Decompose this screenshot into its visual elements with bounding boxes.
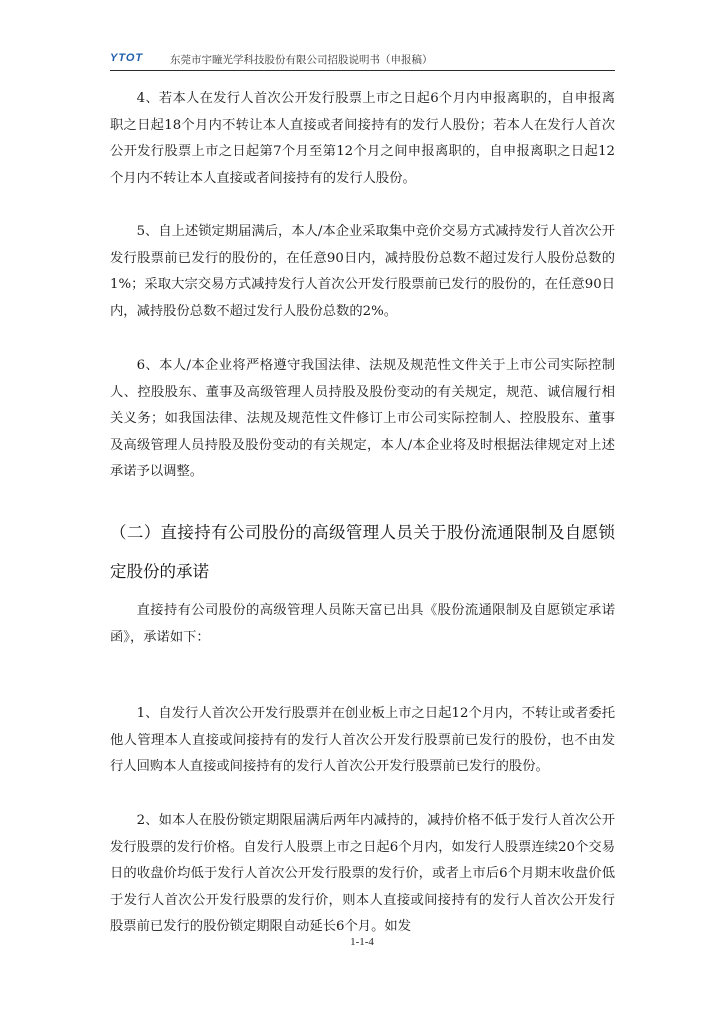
paragraph-commitment-1: 1、自发行人首次公开发行股票并在创业板上市之日起12个月内，不转让或者委托他人管理本人直接或间接持有的发行人首次公开发行股票前已发行的股份，也不由发行人回购本人直接或间接持有的发行人首次公开发行股票前已发行的股份。 [110, 706, 615, 775]
page-number: 1-1-4 [350, 936, 374, 948]
company-logo: YTOT [110, 52, 144, 64]
paragraph-item-5: 5、自上述锁定期届满后，本人/本企业采取集中竞价交易方式减持发行人首次公开发行股票前已发行的股份的，在任意90日内，减持股份总数不超过发行人股份总数的1%；采取大宗交易方式减持发行人首次公开发行股票前已发行的股份的，在任意90日内，减持股份总数不超过发行人股份总数的2%。 [110, 224, 615, 319]
page-header [110, 48, 615, 71]
document-body [110, 86, 615, 944]
section-heading: （二）直接持有公司股份的高级管理人员关于股份流通限制及自愿锁定股份的承诺 [110, 523, 615, 581]
paragraph-item-4: 4、若本人在发行人首次公开发行股票上市之日起6个月内申报离职的，自申报离职之日起18个月内不转让本人直接或者间接持有的发行人股份；若本人在发行人首次公开发行股票上市之日起第7个月至第12个月之间申报离职的，自申报离职之日起12个月内不转让本人直接或者间接持有的发行人股份。 [110, 91, 615, 186]
paragraph-commitment-2: 2、如本人在股份锁定期限届满后两年内减持的，减持价格不低于发行人首次公开发行股票的发行价格。自发行人股票上市之日起6个月内，如发行人股票连续20个交易日的收盘价均低于发行人首次公开发行股票的发行价，或者上市后6个月期末收盘价低于发行人首次公开发行股票的发行价，则本人直接或间接持有的发行人首次公开发行股票前已发行的股份锁定期限自动延长6个月。如发 [110, 813, 615, 935]
header-title: 东莞市宇瞳光学科技股份有限公司招股说明书（申报稿） [170, 54, 433, 66]
paragraph-intro: 直接持有公司股份的高级管理人员陈天富已出具《股份流通限制及自愿锁定承诺函》，承诺如下： [110, 603, 615, 645]
paragraph-item-6: 6、本人/本企业将严格遵守我国法律、法规及规范性文件关于上市公司实际控制人、控股股东、董事及高级管理人员持股及股份变动的有关规定，规范、诚信履行相关义务；如我国法律、法规及规范性文件修订上市公司实际控制人、控股股东、董事及高级管理人员持股及股份变动的有关规定，本人/本企业将及时根据法律规定对上述承诺予以调整。 [110, 358, 615, 480]
